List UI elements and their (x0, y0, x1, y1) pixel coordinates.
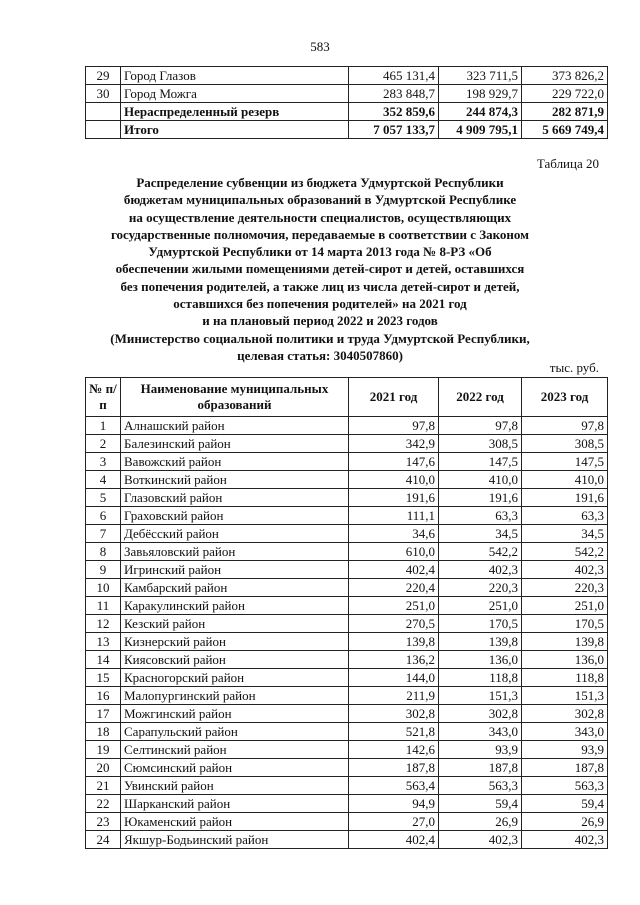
cell-2022: 139,8 (439, 633, 522, 651)
cell-2022: 118,8 (439, 669, 522, 687)
cell-num: 29 (86, 67, 121, 85)
cell-2022: 63,3 (439, 507, 522, 525)
cell-num: 2 (86, 435, 121, 453)
cell-2021: 94,9 (349, 795, 439, 813)
cell-2021: 352 859,6 (349, 103, 439, 121)
cell-2023: 187,8 (522, 759, 608, 777)
cell-num: 7 (86, 525, 121, 543)
table-row (86, 543, 608, 561)
title-line: Удмуртской Республики от 14 марта 2013 года № 8-РЗ «Об (148, 244, 492, 260)
header-num: № п/п (86, 378, 121, 417)
cell-2022: 542,2 (439, 543, 522, 561)
continued-table-body (86, 67, 608, 139)
cell-2023: 542,2 (522, 543, 608, 561)
table-row (86, 85, 608, 103)
cell-2022: 343,0 (439, 723, 522, 741)
cell-name: Игринский район (121, 561, 349, 579)
cell-num: 22 (86, 795, 121, 813)
cell-name: Воткинский район (121, 471, 349, 489)
cell-name: Граховский район (121, 507, 349, 525)
cell-2021: 563,4 (349, 777, 439, 795)
table-row (86, 741, 608, 759)
cell-name: Якшур-Бодьинский район (121, 831, 349, 849)
table-row (86, 813, 608, 831)
table-row (86, 759, 608, 777)
cell-2022: 244 874,3 (439, 103, 522, 121)
cell-2021: 144,0 (349, 669, 439, 687)
header-2022: 2022 год (439, 378, 522, 417)
table-row (86, 453, 608, 471)
cell-2022: 93,9 (439, 741, 522, 759)
table-row (86, 417, 608, 435)
cell-2021: 211,9 (349, 687, 439, 705)
cell-num: 12 (86, 615, 121, 633)
cell-2021: 34,6 (349, 525, 439, 543)
table-row (86, 103, 608, 121)
cell-name: Алнашский район (121, 417, 349, 435)
title-line: и на плановый период 2022 и 2023 годов (202, 313, 438, 329)
cell-2021: 251,0 (349, 597, 439, 615)
cell-num: 20 (86, 759, 121, 777)
cell-2023: 402,3 (522, 561, 608, 579)
cell-name: Можгинский район (121, 705, 349, 723)
header-name: Наименование муниципальных образований (121, 378, 349, 417)
table-row (86, 525, 608, 543)
cell-name: Вавожский район (121, 453, 349, 471)
table-row (86, 705, 608, 723)
cell-num: 5 (86, 489, 121, 507)
document-title (70, 174, 570, 364)
cell-2023: 373 826,2 (522, 67, 608, 85)
cell-2023: 26,9 (522, 813, 608, 831)
cell-2023: 343,0 (522, 723, 608, 741)
cell-num: 18 (86, 723, 121, 741)
cell-2022: 59,4 (439, 795, 522, 813)
cell-2021: 283 848,7 (349, 85, 439, 103)
cell-2023: 34,5 (522, 525, 608, 543)
cell-2021: 610,0 (349, 543, 439, 561)
cell-num (86, 121, 121, 139)
cell-num: 3 (86, 453, 121, 471)
cell-2023: 93,9 (522, 741, 608, 759)
header-2021: 2021 год (349, 378, 439, 417)
table-row (86, 121, 608, 139)
cell-name: Селтинский район (121, 741, 349, 759)
cell-2022: 220,3 (439, 579, 522, 597)
cell-num: 23 (86, 813, 121, 831)
cell-2022: 563,3 (439, 777, 522, 795)
cell-2023: 563,3 (522, 777, 608, 795)
cell-2021: 342,9 (349, 435, 439, 453)
cell-2022: 323 711,5 (439, 67, 522, 85)
cell-name: Киясовский район (121, 651, 349, 669)
table-label: Таблица 20 (536, 156, 599, 171)
cell-2023: 59,4 (522, 795, 608, 813)
subvention-table-body (86, 417, 608, 849)
cell-2023: 229 722,0 (522, 85, 608, 103)
cell-2023: 139,8 (522, 633, 608, 651)
cell-2022: 26,9 (439, 813, 522, 831)
cell-2021: 187,8 (349, 759, 439, 777)
cell-name: Каракулинский район (121, 597, 349, 615)
title-line: оставшихся без попечения родителей» на 2021 год (173, 296, 467, 312)
cell-2023: 97,8 (522, 417, 608, 435)
continued-table (85, 66, 608, 139)
table-row (86, 723, 608, 741)
cell-2021: 402,4 (349, 831, 439, 849)
cell-2021: 302,8 (349, 705, 439, 723)
table-row (86, 561, 608, 579)
cell-2023: 118,8 (522, 669, 608, 687)
cell-2022: 191,6 (439, 489, 522, 507)
cell-2021: 136,2 (349, 651, 439, 669)
table-row (86, 67, 608, 85)
table-row (86, 615, 608, 633)
cell-num: 6 (86, 507, 121, 525)
cell-2021: 521,8 (349, 723, 439, 741)
cell-2023: 170,5 (522, 615, 608, 633)
cell-name: Увинский район (121, 777, 349, 795)
cell-2022: 136,0 (439, 651, 522, 669)
cell-num: 21 (86, 777, 121, 795)
cell-2021: 147,6 (349, 453, 439, 471)
cell-2023: 402,3 (522, 831, 608, 849)
table-header-row (86, 378, 608, 417)
cell-name: Глазовский район (121, 489, 349, 507)
cell-name: Красногорский район (121, 669, 349, 687)
cell-2021: 270,5 (349, 615, 439, 633)
page-number: 583 (310, 39, 330, 54)
cell-name: Завьяловский район (121, 543, 349, 561)
table-row (86, 579, 608, 597)
units-label: тыс. руб. (549, 360, 599, 375)
cell-name: Кезский район (121, 615, 349, 633)
title-line: (Министерство социальной политики и труда Удмуртской Республики, (110, 330, 530, 346)
cell-name: Малопургинский район (121, 687, 349, 705)
cell-2022: 4 909 795,1 (439, 121, 522, 139)
cell-2021: 97,8 (349, 417, 439, 435)
table-row (86, 669, 608, 687)
cell-num: 30 (86, 85, 121, 103)
table-row (86, 507, 608, 525)
cell-name: Шарканский район (121, 795, 349, 813)
title-line: государственные полномочия, передаваемые в соответствии с Законом (110, 226, 530, 242)
cell-2023: 220,3 (522, 579, 608, 597)
cell-name: Балезинский район (121, 435, 349, 453)
cell-2023: 410,0 (522, 471, 608, 489)
cell-2023: 251,0 (522, 597, 608, 615)
cell-2022: 402,3 (439, 831, 522, 849)
cell-num: 14 (86, 651, 121, 669)
cell-2022: 251,0 (439, 597, 522, 615)
cell-2022: 302,8 (439, 705, 522, 723)
table-row (86, 687, 608, 705)
cell-name: Кизнерский район (121, 633, 349, 651)
cell-num: 19 (86, 741, 121, 759)
title-line: обеспечении жилыми помещениями детей-сирот и детей, оставшихся (115, 261, 525, 277)
cell-2022: 170,5 (439, 615, 522, 633)
cell-2021: 27,0 (349, 813, 439, 831)
title-line: бюджетам муниципальных образований в Удмуртской Республике (123, 192, 517, 208)
cell-2022: 402,3 (439, 561, 522, 579)
title-line: целевая статья: 3040507860) (237, 347, 403, 363)
cell-2023: 136,0 (522, 651, 608, 669)
cell-num: 13 (86, 633, 121, 651)
table-row (86, 795, 608, 813)
title-line: без попечения родителей, а также лиц из числа детей-сирот и детей, (120, 278, 520, 294)
table-row (86, 633, 608, 651)
cell-2023: 151,3 (522, 687, 608, 705)
cell-2022: 147,5 (439, 453, 522, 471)
cell-name: Дебёсский район (121, 525, 349, 543)
cell-2022: 97,8 (439, 417, 522, 435)
cell-2021: 142,6 (349, 741, 439, 759)
table-row (86, 777, 608, 795)
title-line: на осуществление деятельности специалистов, осуществляющих (128, 209, 512, 225)
table-row (86, 471, 608, 489)
cell-name: Нераспределенный резерв (121, 103, 349, 121)
cell-2021: 220,4 (349, 579, 439, 597)
cell-2021: 111,1 (349, 507, 439, 525)
cell-2021: 139,8 (349, 633, 439, 651)
table-row (86, 597, 608, 615)
cell-2022: 151,3 (439, 687, 522, 705)
table-row (86, 831, 608, 849)
cell-2022: 198 929,7 (439, 85, 522, 103)
cell-2023: 302,8 (522, 705, 608, 723)
cell-2023: 308,5 (522, 435, 608, 453)
cell-num: 1 (86, 417, 121, 435)
cell-num: 17 (86, 705, 121, 723)
cell-num: 8 (86, 543, 121, 561)
cell-num: 24 (86, 831, 121, 849)
cell-name: Сюмсинский район (121, 759, 349, 777)
cell-name: Итого (121, 121, 349, 139)
cell-2023: 282 871,9 (522, 103, 608, 121)
cell-num (86, 103, 121, 121)
cell-num: 15 (86, 669, 121, 687)
cell-num: 11 (86, 597, 121, 615)
cell-name: Камбарский район (121, 579, 349, 597)
cell-2022: 308,5 (439, 435, 522, 453)
cell-name: Юкаменский район (121, 813, 349, 831)
cell-2022: 34,5 (439, 525, 522, 543)
cell-2023: 191,6 (522, 489, 608, 507)
cell-2021: 410,0 (349, 471, 439, 489)
subvention-table (85, 377, 608, 849)
cell-name: Город Глазов (121, 67, 349, 85)
cell-num: 16 (86, 687, 121, 705)
cell-2023: 5 669 749,4 (522, 121, 608, 139)
cell-2021: 402,4 (349, 561, 439, 579)
cell-name: Сарапульский район (121, 723, 349, 741)
cell-2021: 191,6 (349, 489, 439, 507)
cell-2022: 187,8 (439, 759, 522, 777)
cell-name: Город Можга (121, 85, 349, 103)
table-row (86, 435, 608, 453)
title-line: Распределение субвенции из бюджета Удмуртской Республики (136, 175, 504, 190)
cell-2023: 147,5 (522, 453, 608, 471)
table-row (86, 651, 608, 669)
header-2023: 2023 год (522, 378, 608, 417)
cell-num: 9 (86, 561, 121, 579)
cell-2021: 7 057 133,7 (349, 121, 439, 139)
cell-2022: 410,0 (439, 471, 522, 489)
cell-num: 4 (86, 471, 121, 489)
cell-2023: 63,3 (522, 507, 608, 525)
cell-2021: 465 131,4 (349, 67, 439, 85)
cell-num: 10 (86, 579, 121, 597)
table-row (86, 489, 608, 507)
